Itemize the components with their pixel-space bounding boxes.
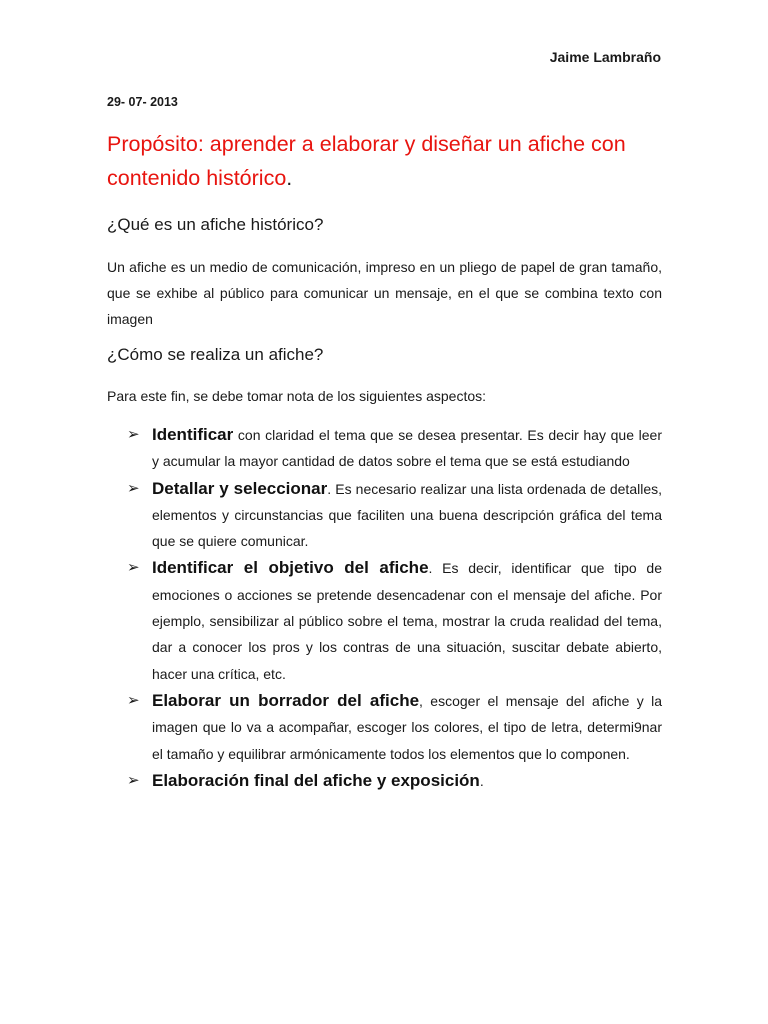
purpose-text: Propósito: aprender a elaborar y diseñar un afiche con contenido histórico xyxy=(107,132,626,190)
list-item xyxy=(107,768,662,794)
author-name: Jaime Lambraño xyxy=(549,49,661,65)
list-item-lead: Identificar el objetivo del afiche xyxy=(152,558,429,578)
section-heading-how-to: ¿Cómo se realiza un afiche? xyxy=(107,345,324,364)
arrowhead-bullet-icon: ➢ xyxy=(127,479,140,497)
arrowhead-bullet-icon: ➢ xyxy=(127,426,140,443)
list-item xyxy=(107,476,662,555)
section-intro-text: Para este fin, se debe tomar nota de los siguientes aspectos: xyxy=(107,388,487,404)
purpose-period: . xyxy=(286,166,293,190)
list-item-lead: Elaboración final del afiche y exposición xyxy=(152,770,480,790)
list-item-text: , escoger el mensaje del afiche y la imagen que lo va a acompañar, escoger los colores, el tipo de letra, determi9nar el tamaño y equilibrar armónicamente todos los elementos que lo componen. xyxy=(152,692,662,762)
section-heading-what-is: ¿Qué es un afiche histórico? xyxy=(107,215,324,234)
section-paragraph-definition: Un afiche es un medio de comunicación, impreso en un pliego de papel de gran tamaño, que se exhibe al público para comunicar un mensaje, en el que se combina texto con imagen xyxy=(107,259,662,327)
arrowhead-bullet-icon: ➢ xyxy=(127,559,140,577)
list-item-text: con claridad el tema que se desea presentar. Es decir hay que leer y acumular la mayor cantidad de datos sobre el tema que se está estudiando xyxy=(152,427,662,470)
list-item-lead: Identificar xyxy=(152,425,234,444)
list-item xyxy=(107,688,662,767)
list-item-lead: Elaborar un borrador del afiche xyxy=(152,690,420,710)
steps-list xyxy=(107,422,662,795)
list-item-text: . Es decir, identificar que tipo de emociones o acciones se pretende desencadenar con el mensaje del afiche. Por ejemplo, sensibilizar al público sobre el tema, mostrar la cruda realidad del tema, dar a conocer los pros y los contras de una situación, suscitar debate abierto, hacer una crítica, etc. xyxy=(152,560,662,682)
arrowhead-bullet-icon: ➢ xyxy=(127,691,140,709)
list-item-text: . xyxy=(479,772,484,789)
arrowhead-bullet-icon: ➢ xyxy=(127,771,140,789)
list-item xyxy=(107,555,662,686)
list-item-text: . Es necesario realizar una lista ordenada de detalles, elementos y circunstancias que faciliten una buena descripción gráfica del tema que se quiere comunicar. xyxy=(152,480,663,550)
document-date: 29- 07- 2013 xyxy=(107,95,178,109)
purpose-title xyxy=(107,127,667,195)
list-item xyxy=(107,422,662,475)
list-item-lead: Detallar y seleccionar xyxy=(152,478,328,498)
